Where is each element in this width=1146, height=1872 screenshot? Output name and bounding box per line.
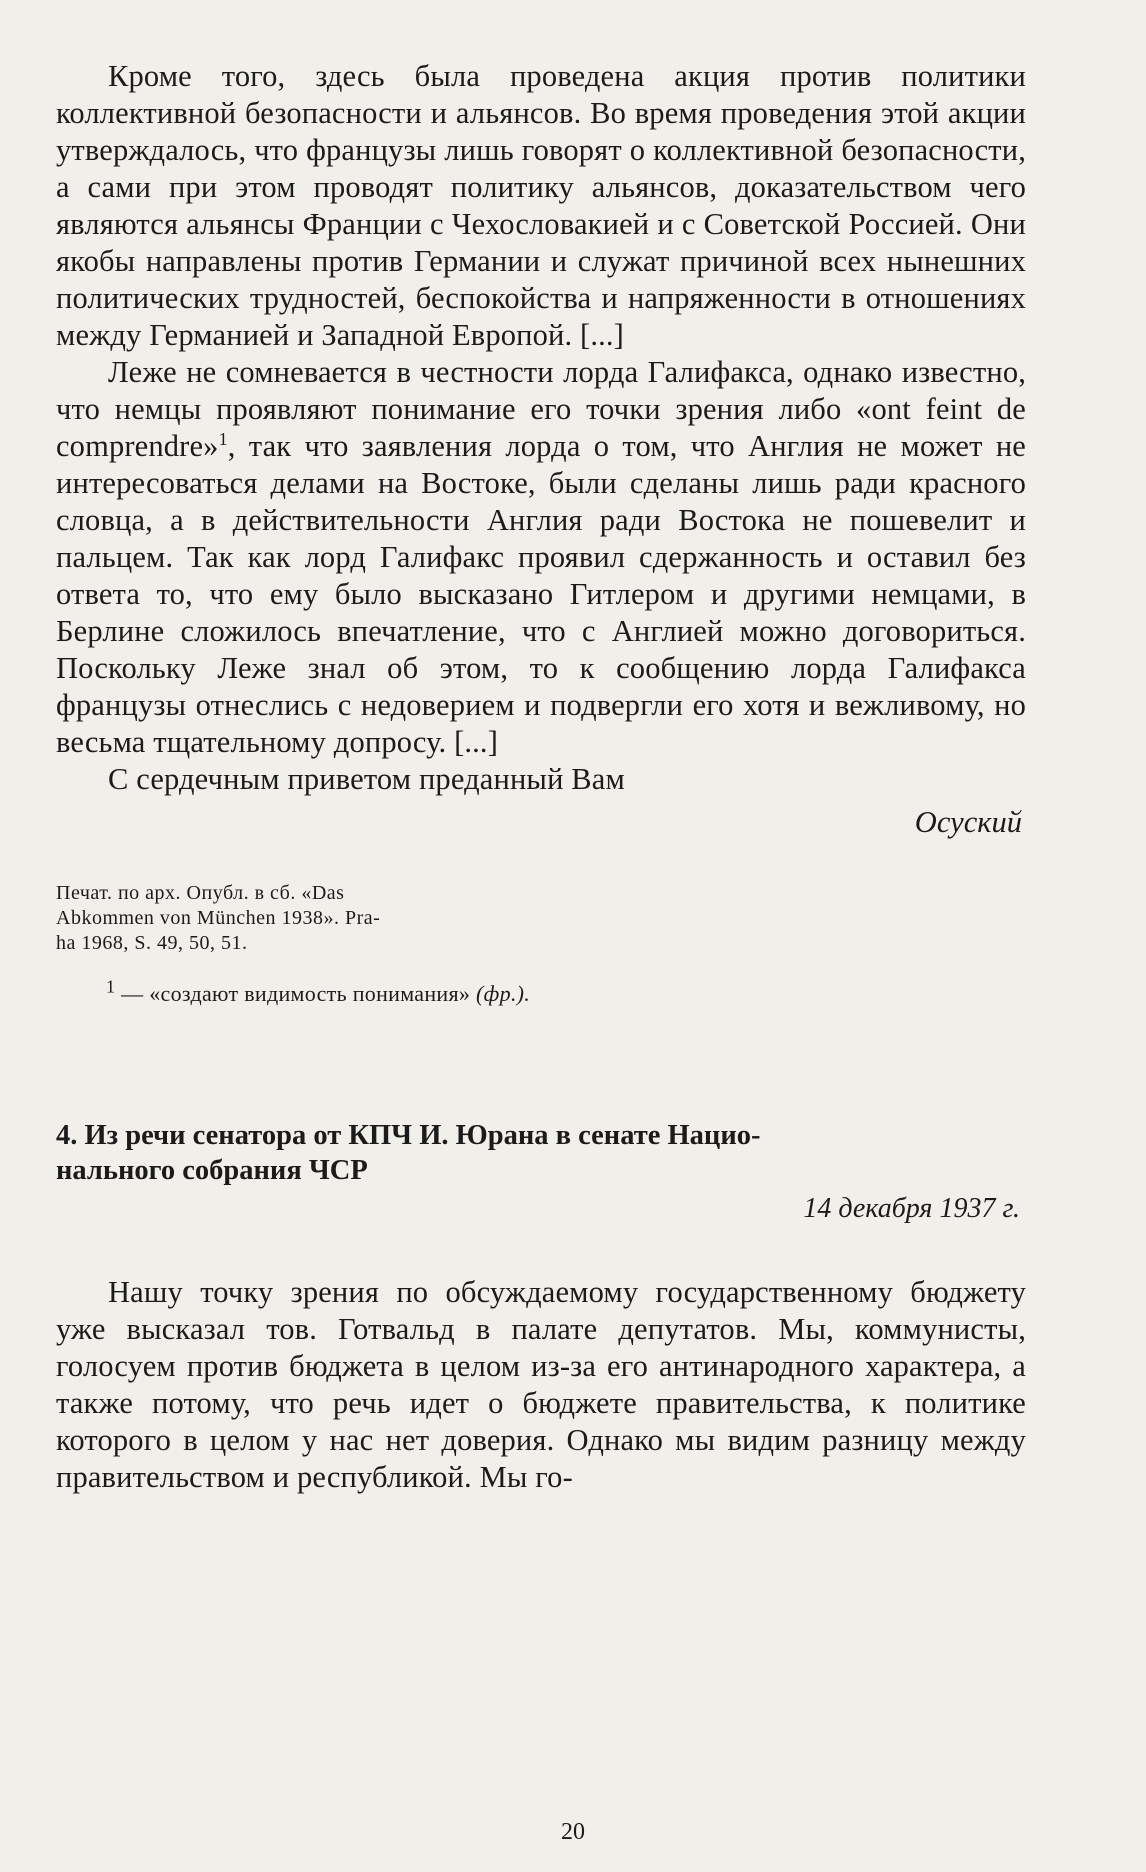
page-number: 20 xyxy=(561,1819,585,1845)
section-heading-line-1: 4. Из речи сенатора от КПЧ И. Юрана в сенате Нацио- xyxy=(56,1120,761,1151)
source-line-2: Abkommen von München 1938». Pra- xyxy=(56,907,381,929)
letter-paragraph-2-start: Леже не сомневается в честности лорда Галифакса, однако известно, что немцы проявляют понимание его точки зрения либо «ont feint de comprendre» xyxy=(56,355,1026,463)
section-date: 14 декабря 1937 г. xyxy=(803,1193,1020,1224)
letter-paragraph-2-end: , так что заявления лорда о том, что Англия не может не интересоваться делами на Востоке, были сделаны лишь ради красного словца, а в действительности Англия ради Востока не пошевелит и пальцем. Так как лорд Галифакс проявил сдержанность и оставил без ответа то, что ему было высказано Гитлером и другими немцами, в Берлине сложилось впечатление, что с Англией можно договориться. Поскольку Леже знал об этом, то к сообщению лорда Галифакса французы отнеслись с недоверием и подвергли его хотя и вежливому, но весьма тщательному допросу. [...] xyxy=(56,429,1026,759)
footnote xyxy=(56,976,1026,1008)
footnote-language: (фр.). xyxy=(476,981,531,1006)
section-heading-line-2: нального собрания ЧСР xyxy=(56,1155,368,1186)
section-heading xyxy=(56,1118,1026,1188)
signature: Осуский xyxy=(914,805,1022,839)
source-line-1: Печат. по арх. Опубл. в сб. «Das xyxy=(56,882,345,904)
letter-closing: С сердечным приветом преданный Вам xyxy=(108,762,625,796)
footnote-marker: 1 xyxy=(218,428,228,449)
footnote-number: 1 xyxy=(106,976,116,997)
letter-paragraph-1: Кроме того, здесь была проведена акция против политики коллективной безопасности и альянсов. Во время проведения этой акции утверждалось, что французы лишь говорят о коллективной безопасности, а сами при этом проводят политику альянсов, доказательством чего являются альянсы Франции с Чехословакией и с Советской Россией. Они якобы направлены против Германии и служат причиной всех нынешних политических трудностей, беспокойства и напряженности в отношениях между Германией и Западной Европой. [...] xyxy=(56,59,1026,352)
section-body xyxy=(56,1274,1026,1496)
section-paragraph: Нашу точку зрения по обсуждаемому государственному бюджету уже высказал тов. Готвальд в палате депутатов. Мы, коммунисты, голосуем против бюджета в целом из-за его антинародного характера, а также потому, что речь идет о бюджете правительства, к политике которого в целом у нас нет доверия. Однако мы видим разницу между правительством и республикой. Мы го- xyxy=(56,1275,1026,1494)
source-line-3: ha 1968, S. 49, 50, 51. xyxy=(56,932,248,954)
letter-paragraph-2 xyxy=(56,354,1026,761)
source-note xyxy=(56,881,486,956)
footnote-text: — «создают видимость понимания» xyxy=(115,981,477,1006)
page-content xyxy=(56,58,1026,1496)
